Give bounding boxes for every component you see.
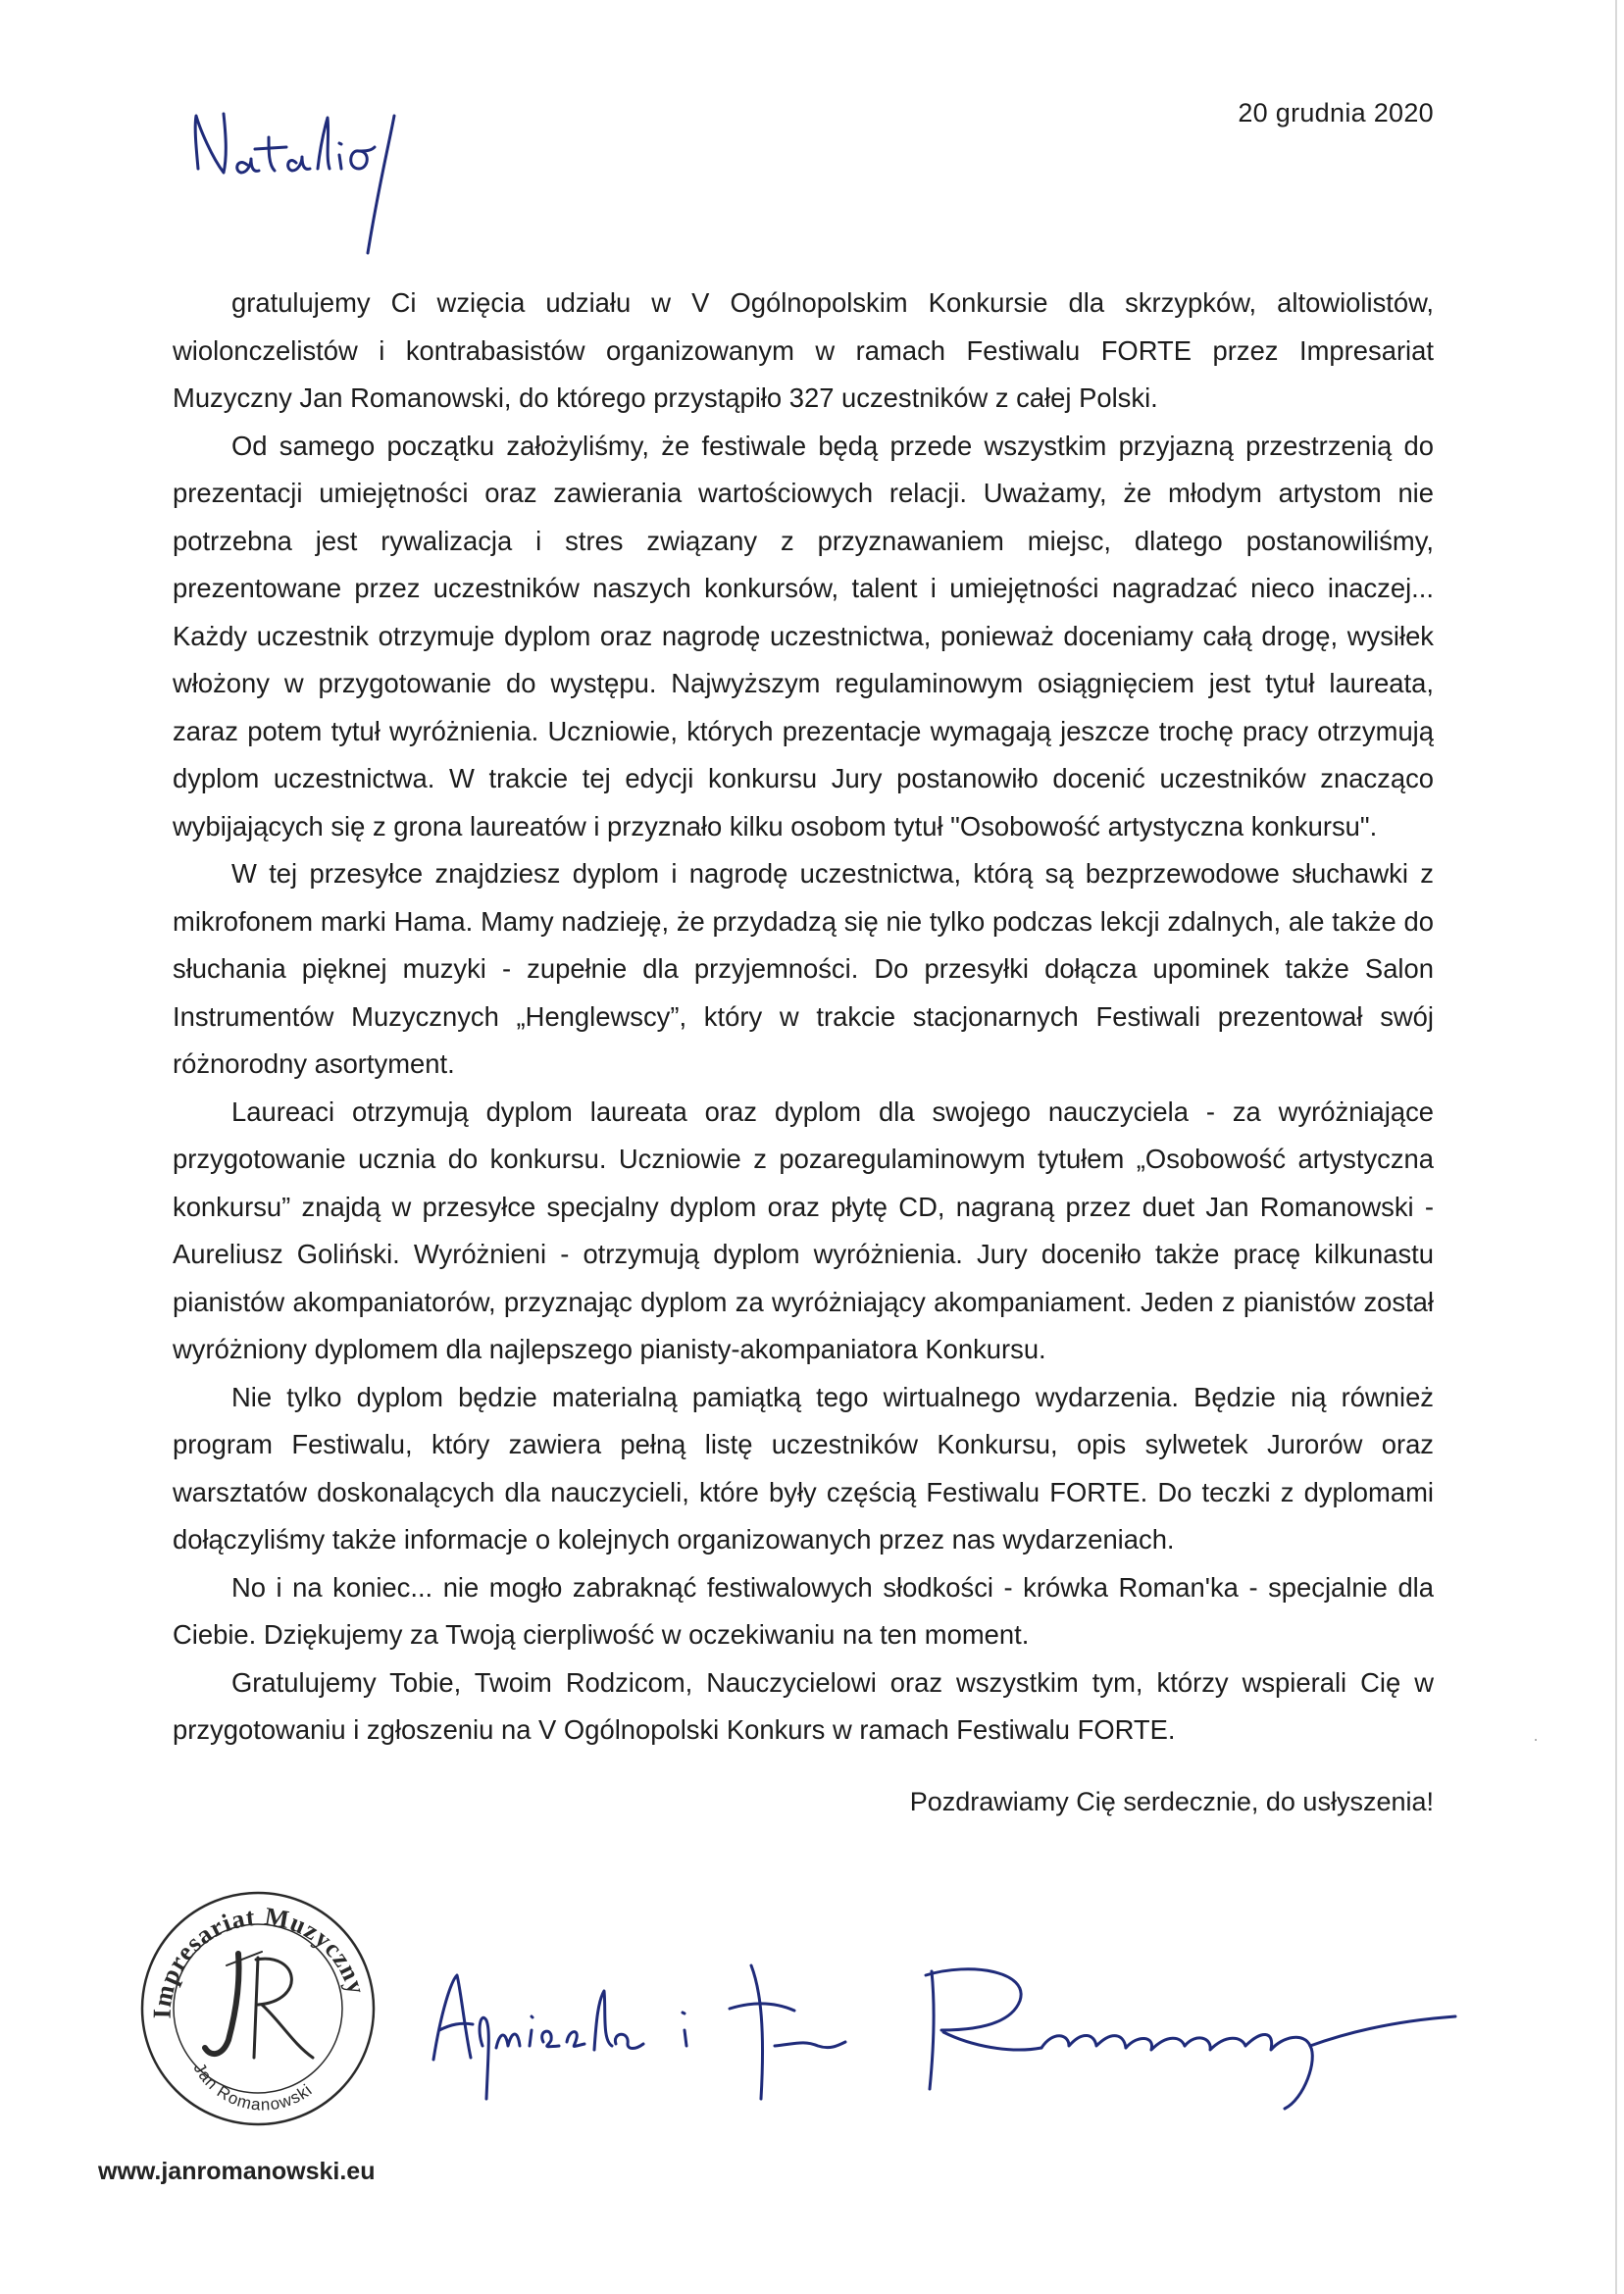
handwritten-salutation: [186, 108, 481, 265]
letter-date: 20 grudnia 2020: [1238, 98, 1434, 127]
paragraph-1: gratulujemy Ci wzięcia udziału w V Ogólnopolskim Konkursie dla skrzypków, altowiolistów, wiolonczelistów i kontrabasistów organizowanym w ramach Festiwalu FORTE przez Impresariat Muzyczny Jan Romanowski, do którego przystąpiło 327 uczestników z całej Polski.: [173, 287, 1434, 413]
closing-line: Pozdrawiamy Cię serdecznie, do usłyszenia!: [909, 1787, 1434, 1816]
paragraph-2: Od samego początku założyliśmy, że festiwale będą przede wszystkim przyjazną przestrzenią do prezentacji umiejętności oraz zawierania wartościowych relacji. Uważamy, że młodym artystom nie potrzebna jest rywalizacja i stres związany z przyznawaniem miejsc, dlatego postanowiliśmy, prezentowane przez uczestników naszych konkursów, talent i umiejętności nagradzać nieco inaczej... Każdy uczestnik otrzymuje dyplom oraz nagrodę uczestnictwa, ponieważ doceniamy całą drogę, wysiłek włożony w przygotowanie do występu. Najwyższym regulaminowym osiągnięciem jest tytuł laureata, zaraz potem tytuł wyróżnienia. Uczniowie, których prezentacje wymagają jeszcze trochę pracy otrzymują dyplom uczestnictwa. W trakcie tej edycji konkursu Jury postanowiło docenić uczestników znacząco wybijających się z grona laureatów i przyznało kilku osobom tytuł "Osobowość artystyczna konkursu".: [173, 430, 1434, 841]
paragraph-4: Laureaci otrzymują dyplom laureata oraz dyplom dla swojego nauczyciela - za wyróżniające przygotowanie ucznia do konkursu. Uczniowie z pozaregulaminowym tytułem „Osobowość artystyczna konkursu” znajdą w przesyłce specjalny dyplom oraz płytę CD, nagraną przez duet Jan Romanowski - Aureliusz Goliński. Wyróżnieni - otrzymują dyplom wyróżnienia. Jury doceniło także pracę kilkunastu pianistów akompaniatorów, przyznając dyplom za wyróżniający akompaniament. Jeden z pianistów został wyróżniony dyplomem dla najlepszego pianisty-akompaniatora Konkursu.: [173, 1096, 1434, 1364]
paragraph-7: Gratulujemy Tobie, Twoim Rodzicom, Nauczycielowi oraz wszystkim tym, którzy wspierali Cię w przygotowaniu i zgłoszeniu na V Ogólnopolski Konkurs w ramach Festiwalu FORTE.: [173, 1666, 1434, 1745]
svg-text:Jan Romanowski: Jan Romanowski: [189, 2060, 317, 2115]
paragraph-5: Nie tylko dyplom będzie materialną pamiątką tego wirtualnego wydarzenia. Będzie nią również program Festiwalu, który zawiera pełną listę uczestników Konkursu, opis sylwetek Jurorów oraz warsztatów doskonalących dla nauczycieli, które były częścią Festiwalu FORTE. Do teczki z dyplomami dołączyliśmy także informacje o kolejnych organizowanych przez nas wydarzeniach.: [173, 1381, 1434, 1555]
website-url[interactable]: www.janromanowski.eu: [98, 2158, 376, 2185]
scan-speck: [1535, 1739, 1537, 1741]
letter-body: [173, 280, 1434, 1755]
handwritten-signature: [422, 1952, 1461, 2118]
paragraph-6: No i na koniec... nie mogło zabraknąć festiwalowych słodkości - krówka Roman'ka - specjalnie dla Ciebie. Dziękujemy za Twoją cierpliwość w oczekiwaniu na ten moment.: [173, 1571, 1434, 1650]
svg-text:Impresariat Muzyczny: Impresariat Muzyczny: [147, 1902, 372, 2019]
paragraph-3: W tej przesyłce znajdziesz dyplom i nagrodę uczestnictwa, którą są bezprzewodowe słuchawki z mikrofonem marki Hama. Mamy nadzieję, że przydadzą się nie tylko podczas lekcji zdalnych, ale także do słuchania pięknej muzyki - zupełnie dla przyjemności. Do przesyłki dołącza upominek także Salon Instrumentów Muzycznych „Henglewscy”, który w trakcie stacjonarnych Festiwali prezentował swój różnorodny asortyment.: [173, 858, 1434, 1079]
page-edge: [1615, 0, 1617, 2294]
impresariat-seal-logo: [132, 1883, 383, 2134]
